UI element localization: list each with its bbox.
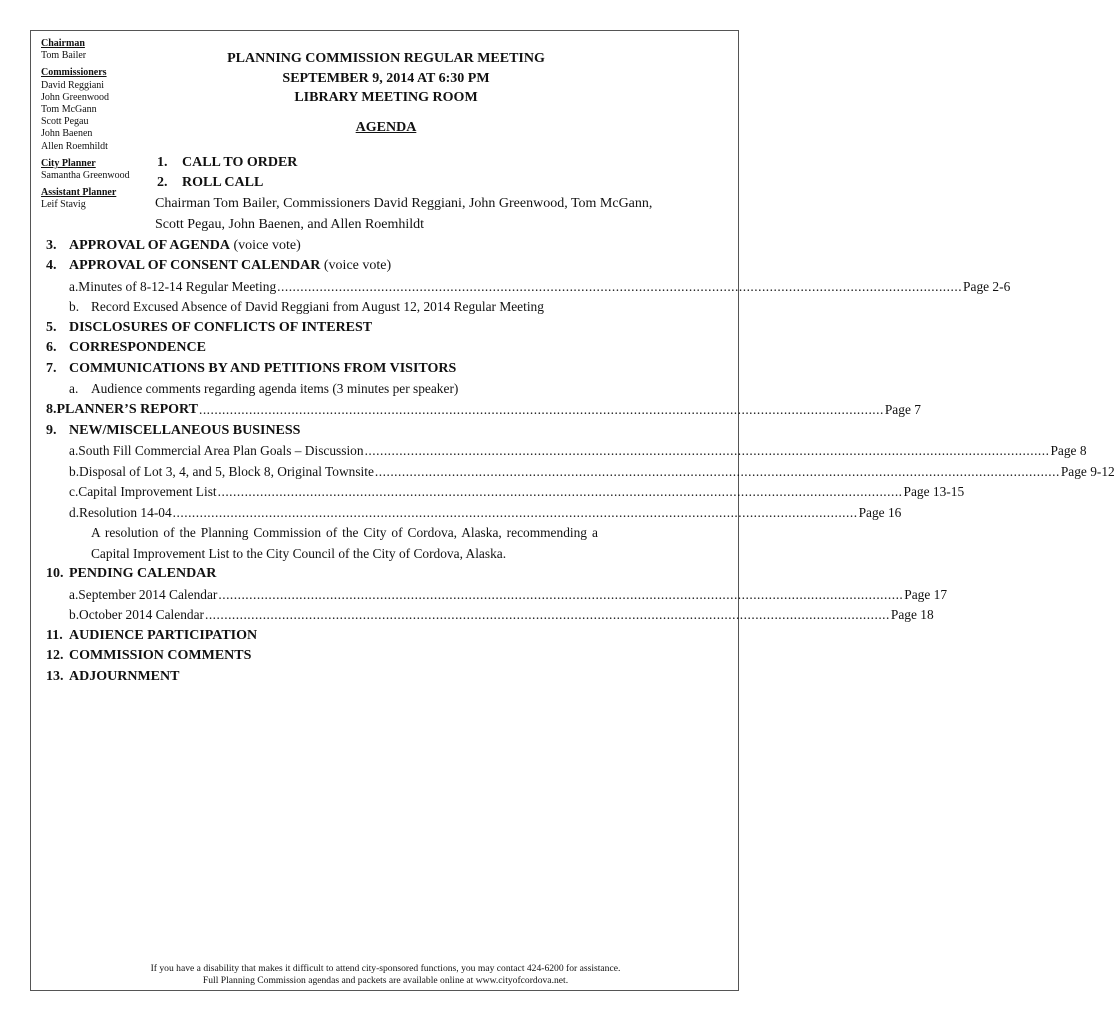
sub-item [69,379,458,399]
item-number: 7. [46,361,57,376]
sub-label: b. [69,464,80,479]
commissioner-name: John Greenwood [41,91,110,103]
agenda-heading: AGENDA [355,120,417,135]
page-ref: Page 13-15 [903,484,965,499]
dot-leader: .................................................................................................................................................................................. [204,607,890,622]
sub-label: b. [69,607,80,622]
online-availability-note: Full Planning Commission agendas and packets are available online at www.cityofcordova.net. [202,975,569,986]
item-number: 9. [46,423,57,438]
roll-call-text: Chairman Tom Bailer, Commissioners David Reggiani, John Greenwood, Tom McGann, [155,196,653,211]
commissioner-name: Allen Roemhildt [41,140,108,152]
resolution-description: A resolution of the Planning Commission of the City of Cordova, Alaska, recommending a [91,525,598,540]
agenda-item-planners-report [46,400,921,420]
accessibility-note: If you have a disability that makes it difficult to attend city-sponsored functions, you may contact 424-6200 for assistance. [150,963,621,974]
dot-leader: .................................................................................................................................................................................. [364,443,1050,458]
item-number: 11. [46,628,63,643]
item-title: NEW/MISCELLANEOUS BUSINESS [69,423,301,438]
sub-label: a. [69,443,79,458]
item-title: PENDING CALENDAR [69,566,217,581]
sub-label: d. [69,505,80,520]
assistant-planner-name: Leif Stavig [41,199,86,211]
footer-note [31,963,740,987]
item-title: COMMISSION COMMENTS [69,648,252,663]
sub-label: b. [69,299,80,314]
page-ref: Page 2-6 [963,279,1011,294]
agenda-item-consent-calendar [46,256,391,276]
page-ref: Page 7 [884,402,921,417]
agenda-item-call-to-order [157,153,297,173]
sub-text: Record Excused Absence of David Reggiani from August 12, 2014 Regular Meeting [91,299,544,314]
chairman-name: Tom Bailer [41,50,87,62]
sub-text: Disposal of Lot 3, 4, and 5, Block 8, Original Townsite [79,464,374,479]
item-title: PLANNER’S REPORT [56,402,198,417]
agenda-item-audience-participation [46,626,257,646]
page-ref: Page 16 [858,505,902,520]
item-number: 10. [46,566,64,581]
commissioner-name: John Baenen [41,128,93,140]
meeting-location: LIBRARY MEETING ROOM [294,90,478,105]
sub-item [69,441,1087,461]
page-ref: Page 18 [890,607,934,622]
item-title: CALL TO ORDER [182,155,298,170]
item-title: DISCLOSURES OF CONFLICTS OF INTEREST [69,320,373,335]
item-number: 8. [46,402,57,417]
sub-item [69,605,934,625]
sub-item [69,585,948,605]
city-planner-heading: City Planner [41,157,96,169]
dot-leader: .................................................................................................................................................................................. [218,587,904,602]
staff-sidebar [41,38,166,213]
sub-item [69,277,1011,297]
agenda-item-pending-calendar [46,564,216,584]
sub-text: October 2014 Calendar [79,607,204,622]
sub-text: Capital Improvement List [78,484,217,499]
roll-call-text: Scott Pegau, John Baenen, and Allen Roemhildt [155,217,425,232]
item-number: 13. [46,669,64,684]
sub-label: a. [69,381,79,396]
assistant-planner-heading: Assistant Planner [41,187,117,199]
commissioner-name: Scott Pegau [41,116,89,128]
agenda-item-disclosures [46,318,372,338]
chairman-heading: Chairman [41,38,85,49]
sub-text: September 2014 Calendar [78,587,218,602]
agenda-item-roll-call [157,173,263,193]
agenda-page [30,30,1115,991]
sub-label: a. [69,279,79,294]
sub-item [69,482,965,502]
sub-text: Audience comments regarding agenda items (3 minutes per speaker) [91,381,459,396]
sub-item [69,462,1115,482]
item-number: 1. [157,155,168,170]
resolution-description: Capital Improvement List to the City Council of the City of Cordova, Alaska. [91,546,507,561]
item-title: ADJOURNMENT [69,669,180,684]
item-number: 3. [46,238,57,253]
sub-text: Minutes of 8-12-14 Regular Meeting [78,279,277,294]
page-ref: Page 8 [1050,443,1087,458]
dot-leader: .................................................................................................................................................................................. [217,484,903,499]
item-number: 2. [157,175,168,190]
agenda-item-communications [46,359,456,379]
page-ref: Page 9-12 [1060,464,1115,479]
item-note: (voice vote) [230,238,301,253]
item-number: 4. [46,258,57,273]
item-number: 6. [46,340,57,355]
item-title: ROLL CALL [182,175,264,190]
agenda-item-new-business [46,421,300,441]
dot-leader: .................................................................................................................................................................................. [172,505,858,520]
sub-item [69,297,544,317]
sub-label: a. [69,587,79,602]
sub-text: South Fill Commercial Area Plan Goals – Discussion [78,443,364,458]
agenda-item-commission-comments [46,646,251,666]
item-number: 12. [46,648,64,663]
item-title: CORRESPONDENCE [69,340,206,355]
agenda-item-approval-of-agenda [46,236,301,256]
sub-item [69,503,902,523]
item-title: AUDIENCE PARTICIPATION [69,628,258,643]
agenda-item-adjournment [46,667,179,687]
item-note: (voice vote) [320,258,392,273]
dot-leader: .................................................................................................................................................................................. [198,402,884,417]
item-title: COMMUNICATIONS BY AND PETITIONS FROM VISITORS [69,361,457,376]
sub-label: c. [69,484,79,499]
item-number: 5. [46,320,57,335]
commissioner-name: Tom McGann [41,104,97,116]
item-title: APPROVAL OF CONSENT CALENDAR [69,258,321,273]
commissioners-heading: Commissioners [41,67,107,79]
agenda-item-correspondence [46,338,206,358]
commissioner-name: David Reggiani [41,79,105,91]
meeting-title: PLANNING COMMISSION REGULAR MEETING [227,51,545,66]
sub-text: Resolution 14-04 [79,505,172,520]
page-ref: Page 17 [904,587,948,602]
meeting-header [181,49,591,108]
dot-leader: .................................................................................................................................................................................. [374,464,1060,479]
item-title: APPROVAL OF AGENDA [69,238,231,253]
dot-leader: .................................................................................................................................................................................. [277,279,963,294]
meeting-date: SEPTEMBER 9, 2014 AT 6:30 PM [282,70,490,86]
city-planner-name: Samantha Greenwood [41,170,130,182]
